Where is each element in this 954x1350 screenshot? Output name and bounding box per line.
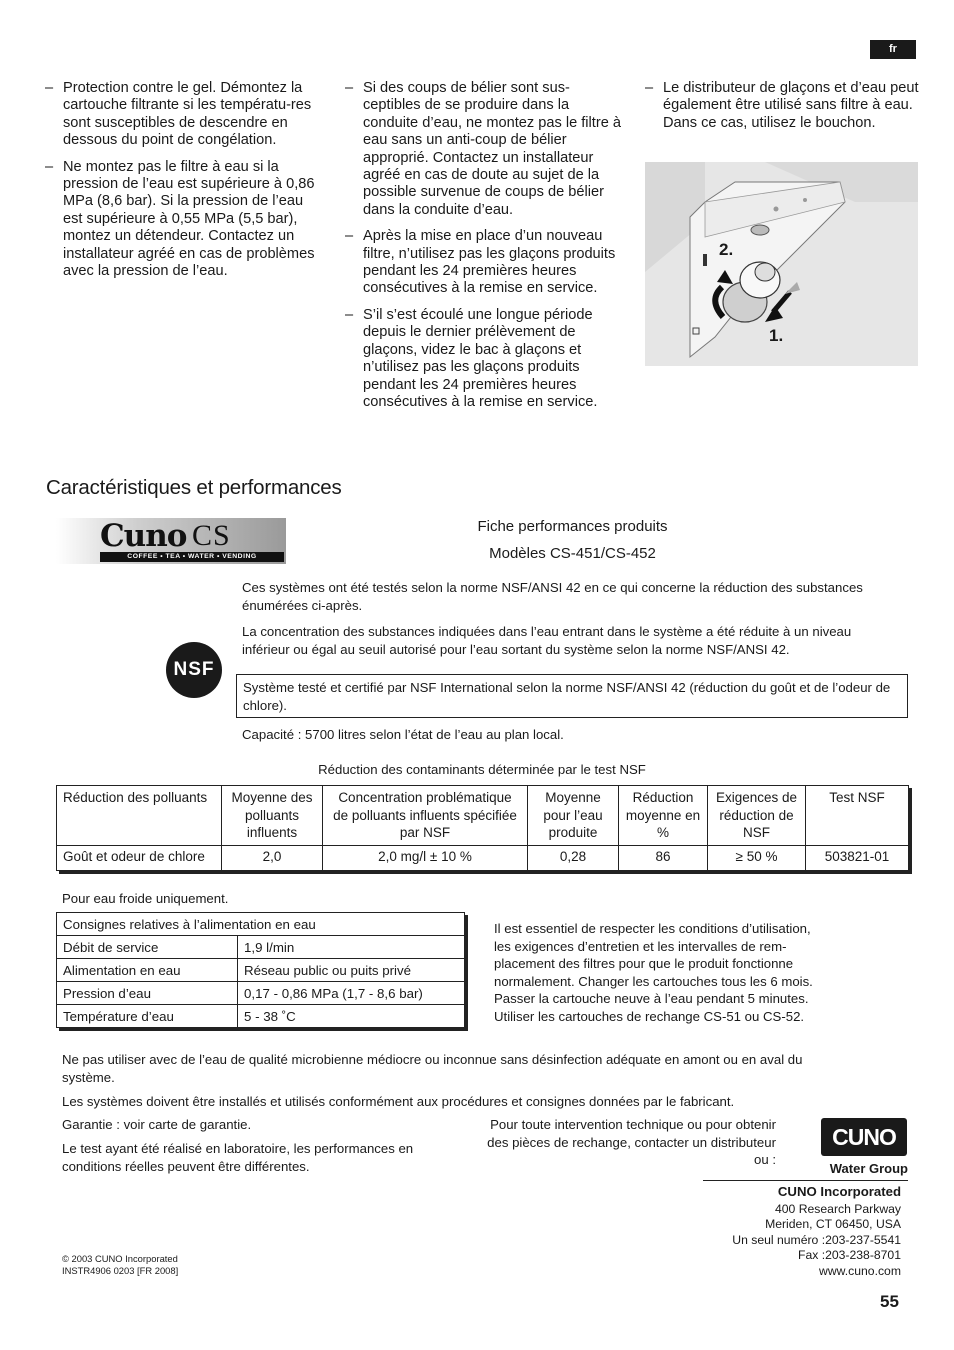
bullet-item: – Le distributeur de glaçons et d’eau peut également être utilisé sans filtre à eau. Dans ce cas, utilisez le bouchon. [645,80,919,131]
table-row [57,936,465,959]
table-header: Moyenne des polluants influents [222,786,323,846]
address-fax: Fax :203-238-8701 [798,1248,901,1262]
microbial-warning: Ne pas utiliser avec de l’eau de qualité microbienne médiocre ou inconnue sans désinfection adéquate en amont ou en aval du système. [62,1052,803,1085]
table-header-row [57,786,909,846]
table-cell: 5 - 38 ˚C [238,1005,465,1028]
table-header: Moyenne pour l’eau produite [528,786,619,846]
table-cell: 1,9 l/min [238,936,465,959]
address-web[interactable]: www.cuno.com [819,1263,901,1278]
step-2-label: 2. [719,240,734,259]
company-name: CUNO Incorporated [777,1184,901,1199]
table-cell: 2,0 mg/l ± 10 % [323,845,528,870]
brand-name: Cuno [100,518,187,554]
column-2 [345,80,622,420]
fiche-title: Fiche performances produits [477,518,668,535]
table-cell: ≥ 50 % [708,845,806,870]
warranty-note: Garantie : voir carte de garantie. [62,1117,252,1132]
brand-tagline: COFFEE • TEA • WATER • VENDING [127,553,257,560]
language-badge: fr [870,40,916,59]
table-row [57,1005,465,1028]
copyright-line: © 2003 CUNO Incorporated [62,1253,178,1264]
intro-paragraph: Ces systèmes ont été testés selon la norme NSF/ANSI 42 en ce qui concerne la réduction des substances énumérées ci-après. [242,580,863,613]
install-note: Les systèmes doivent être installés et utilisés conformément aux procédures et consignes données par le fabricant. [62,1094,735,1109]
contact-note: Pour toute intervention technique ou pour obtenir des pièces de rechange, contacter un distributeur ou : [487,1117,776,1167]
table-header: Réduction moyenne en % [619,786,708,846]
table-header: Test NSF [806,786,909,846]
table-header: Concentration problématique de polluants influents spécifiée par NSF [323,786,528,846]
bullet-item: – Si des coups de bélier sont sus-ceptibles de se produire dans la conduite d’eau, ne montez pas le filtre à eau sans un anti-coup de bélier approprié. Contactez un installateur agréé en cas de doute au sujet de la possible survenue de coups de bélier dans la conduite d’eau. [345,80,621,218]
table-cell: Réseau public ou puits privé [238,959,465,982]
cuno-cs-logo [56,518,286,564]
bullet-item: – Protection contre le gel. Démontez la cartouche filtrante si les températu-res sont susceptibles de descendre en dessous du point de congélation. [45,80,312,149]
table-header: Exigences de réduction de NSF [708,786,806,846]
filter-plug-illustration [645,162,918,366]
column-3 [645,80,920,141]
section-title: Caractéristiques et performances [46,476,342,499]
contaminant-table [56,785,909,871]
cuno-logo: CUNO [821,1118,907,1156]
table-cell: 86 [619,845,708,870]
doc-reference: INSTR4906 0203 [FR 2008] [62,1265,179,1276]
address-block [680,1184,901,1279]
table-cell: Pression d’eau [57,982,238,1005]
capacity-text: Capacité : 5700 litres selon l’état de l’eau au plan local. [242,727,564,742]
cold-water-note: Pour eau froide uniquement. [62,891,229,906]
lab-note: Le test ayant été réalisé en laboratoire, les performances en conditions réelles peuvent être différentes. [62,1141,414,1174]
concentration-paragraph: La concentration des substances indiquées dans l’eau entrant dans le système a été réduite à un niveau inférieur ou égal au seuil autorisé pour l’eau sortant du système selon la norme NSF/ANSI 42. [242,624,852,657]
fiche-models: Modèles CS-451/CS-452 [489,545,656,562]
table-row [57,845,909,870]
nsf-logo: NSF [166,642,222,698]
address-street: 400 Research Parkway [775,1201,901,1216]
bullet-item: – S’il s’est écoulé une longue période depuis le dernier prélèvement de glaçons, videz le bac à glaçons et n’utilisez pas les glaçons produits pendant les 24 premières heures consécutives à la remise en service. [345,306,598,410]
table-title: Réduction des contaminants déterminée par le test NSF [318,762,646,777]
column-1 [45,80,320,289]
table-row [57,959,465,982]
step-1-label: 1. [769,326,784,345]
bullet-item: – Après la mise en place d’un nouveau filtre, n’utilisez pas les glaçons produits pendant les 24 premières heures consécutives à la remise en service. [345,228,616,297]
table-row [57,913,465,936]
table-cell: 0,17 - 0,86 MPa (1,7 - 8,6 bar) [238,982,465,1005]
address-phone: Un seul numéro :203-237-5541 [732,1232,901,1247]
table-cell: 2,0 [222,845,323,870]
address-city: Meriden, CT 06450, USA [765,1217,901,1231]
table-title-cell: Consignes relatives à l’alimentation en eau [57,913,465,936]
table-header: Réduction des polluants [57,786,222,846]
divider [703,1180,908,1181]
bullet-item: – Ne montez pas le filtre à eau si la pression de l’eau est supérieure à 0,86 MPa (8,6 bar). Si la pression de l’eau est supérieure à 0,55 MPa (5,5 bar), montez un détendeur. Contactez un installateur agréé en cas de problèmes avec la pression de l’eau. [45,158,315,280]
table-cell: 503821-01 [806,845,909,870]
page-number: 55 [880,1292,899,1311]
brand-mark: CS [192,519,231,552]
table-cell: 0,28 [528,845,619,870]
table-cell: Goût et odeur de chlore [57,845,222,870]
water-supply-table [56,912,465,1028]
certification-box: Système testé et certifié par NSF International selon la norme NSF/ANSI 42 (réduction du goût et de l’odeur de chlore). [236,674,908,718]
table-cell: Débit de service [57,936,238,959]
essential-paragraph: Il est essentiel de respecter les conditions d’utilisation, les exigences d’entretien et les intervalles de rem-placement des filtres pour que le produit fonctionne normalement. Changer les cartouches tous les 6 mois. Passer la cartouche neuve à l’eau pendant 5 minutes. Utiliser les cartouches de rechange CS-51 ou CS-52. [494,921,813,1024]
table-cell: Température d’eau [57,1005,238,1028]
table-cell: Alimentation en eau [57,959,238,982]
water-group-label: Water Group [829,1161,908,1176]
table-row [57,982,465,1005]
